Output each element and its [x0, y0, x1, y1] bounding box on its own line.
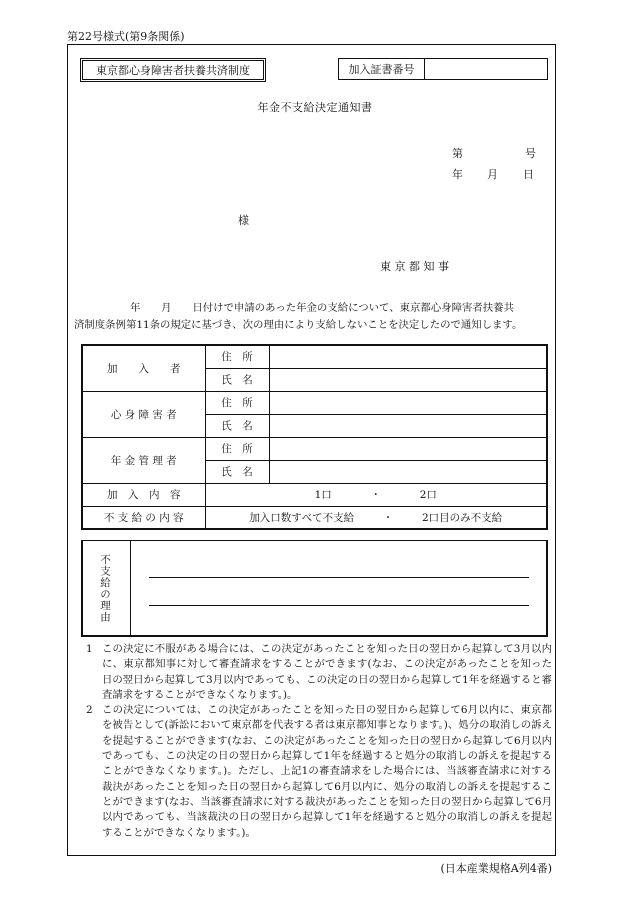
reason-line-1[interactable] — [149, 577, 529, 578]
scheme-name-box — [80, 58, 266, 82]
enroll-option-2[interactable]: 2口 — [419, 489, 437, 501]
disabled-name-label: 氏 名 — [205, 414, 269, 437]
addressee-honorific: 様 — [238, 214, 249, 227]
disabled-address-label: 住 所 — [205, 391, 269, 414]
manager-name-field[interactable] — [269, 460, 547, 483]
nonpayment-label: 不 支 給 の 内 容 — [82, 506, 205, 529]
reason-line-2[interactable] — [149, 605, 529, 606]
scheme-name: 東京都心身障害者扶養共済制度 — [96, 64, 250, 77]
disabled-name-field[interactable] — [269, 414, 547, 437]
disabled-person-label: 心 身 障 害 者 — [82, 391, 205, 437]
number-go: 号 — [525, 147, 536, 160]
enrollment-options — [205, 483, 547, 506]
nonpay-option-all[interactable]: 加入口数すべて不支給 — [249, 511, 355, 524]
note-1-text: この決定に不服がある場合には、この決定があったことを知った日の翌日から起算して3月以内に、東京都知事に対して審査請求をすることができます(なお、この決定があったことを知った日の翌日から起算して3月以内であっても、この決定の日の翌日から起算して1年を経過すると審査請求をすることができなくなります。)。 — [102, 643, 552, 701]
paper-standard: (日本産業規格A列4番) — [440, 862, 552, 875]
enroll-option-1[interactable]: 1口 — [314, 489, 332, 501]
notice-body-line1: 年 月 日付けで申請のあった年金の支給について、東京都心身障害者扶養共 — [130, 302, 514, 314]
manager-address-field[interactable] — [269, 437, 547, 460]
subscriber-address-label: 住 所 — [205, 345, 269, 368]
notice-body — [74, 300, 554, 334]
nonpayment-options — [205, 506, 547, 529]
subscriber-name-field[interactable] — [269, 368, 547, 391]
document-title: 年金不支給決定通知書 — [257, 101, 373, 114]
notes-section — [86, 642, 552, 841]
disabled-address-field[interactable] — [269, 391, 547, 414]
date-month: 月 — [487, 168, 498, 181]
subscriber-name-label: 氏 名 — [205, 368, 269, 391]
note-2-number: 2 — [86, 704, 93, 717]
nonpay-bullet: ・ — [382, 511, 394, 524]
reason-label-cell — [81, 540, 131, 637]
reason-box — [81, 540, 548, 637]
enrollment-label: 加 入 内 容 — [82, 483, 205, 506]
note-1-number: 1 — [86, 643, 93, 655]
subscriber-label: 加 入 者 — [82, 345, 205, 391]
info-table — [81, 344, 548, 530]
enroll-bullet: ・ — [370, 489, 381, 501]
date-year: 年 — [452, 168, 463, 181]
pension-manager-label: 年 金 管 理 者 — [82, 437, 205, 483]
certificate-number-field[interactable] — [424, 58, 548, 80]
note-2-text: この決定については、この決定があったことを知った日の翌日から起算して6月以内に、東京都を被告として(訴訟において東京都を代表する者は東京都知事となります。)、処分の取消しの訴えを提起することができます(なお、この決定があったことを知った日の翌日から起算して6月以内であっても、この決定の日の翌日から起算して1年を経過すると処分の取消しの訴えを提起することができなくなります。)。ただし、上記1の審査請求をした場合には、当該審査請求に対する裁決があったことを知った日の翌日から起算して6月以内に、処分の取消しの訴えを提起することができます(なお、当該審査請求に対する裁決があったことを知った日の翌日から起算して6月以内であっても、当該裁決の日の翌日から起算して1年を経過すると処分の取消しの訴えを提起することができなくなります。)。 — [102, 704, 552, 839]
certificate-number-label: 加入証書番号 — [338, 58, 424, 80]
nonpay-option-second[interactable]: 2口目のみ不支給 — [421, 511, 503, 524]
form-number: 第22号様式(第9条関係) — [67, 30, 185, 43]
date-day: 日 — [523, 168, 534, 181]
subscriber-address-field[interactable] — [269, 345, 547, 368]
reason-label: 不支給の理由 — [99, 554, 111, 623]
issuer: 東 京 都 知 事 — [380, 260, 449, 273]
manager-address-label: 住 所 — [205, 437, 269, 460]
number-dai: 第 — [452, 147, 463, 160]
note-1 — [86, 642, 552, 703]
manager-name-label: 氏 名 — [205, 460, 269, 483]
notice-body-line2: 済制度条例第11条の規定に基づき、次の理由により支給しないことを決定したので通知します。 — [74, 319, 523, 331]
note-2 — [86, 703, 552, 841]
